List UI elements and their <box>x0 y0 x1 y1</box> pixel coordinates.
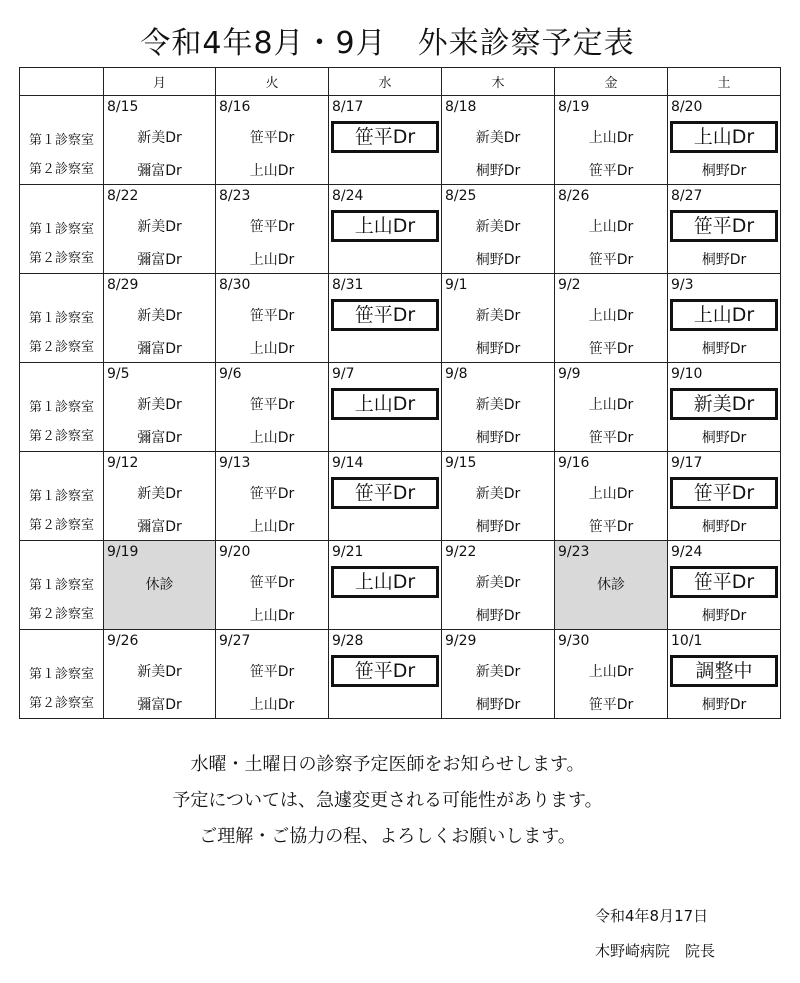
room2-doctor: 桐野Dr <box>475 519 521 535</box>
room1-doctor: 上山Dr <box>588 486 634 502</box>
day-cell <box>668 630 781 719</box>
cell-date: 8/18 <box>445 99 477 115</box>
day-header: 水 <box>329 68 442 96</box>
room2-doctor: 上山Dr <box>249 608 295 624</box>
day-cell <box>329 541 442 630</box>
day-cell <box>104 363 216 452</box>
schedule-table <box>19 67 781 719</box>
room1-doctor: 新美Dr <box>475 486 521 502</box>
room2-label: 第２診察室 <box>28 251 94 266</box>
day-cell <box>555 363 668 452</box>
room1-doctor: 新美Dr <box>475 397 521 413</box>
room2-doctor: 上山Dr <box>249 519 295 535</box>
cell-date: 9/6 <box>219 366 242 382</box>
room1-doctor: 上山Dr <box>588 664 634 680</box>
day-cell <box>329 630 442 719</box>
room1-doctor: 笹平Dr <box>249 575 295 591</box>
room-labels <box>20 274 104 363</box>
cell-date: 8/27 <box>671 188 703 204</box>
day-header: 木 <box>442 68 555 96</box>
cell-date: 8/24 <box>332 188 364 204</box>
room2-doctor: 笹平Dr <box>588 430 634 446</box>
cell-date: 9/12 <box>107 455 139 471</box>
day-cell <box>329 185 442 274</box>
notice-line: 予定については、急遽変更される可能性があります。 <box>172 790 603 811</box>
week-row <box>20 541 781 630</box>
cell-date: 9/26 <box>107 633 139 649</box>
room2-doctor: 桐野Dr <box>701 608 747 624</box>
room2-label: 第２診察室 <box>28 696 94 711</box>
room2-doctor: 桐野Dr <box>475 430 521 446</box>
day-cell <box>668 185 781 274</box>
day-cell <box>555 274 668 363</box>
room2-doctor: 桐野Dr <box>475 163 521 179</box>
room2-label: 第２診察室 <box>28 607 94 622</box>
room1-label: 第１診察室 <box>28 311 94 326</box>
weekday-header-row <box>20 68 781 96</box>
room-labels <box>20 541 104 630</box>
room1-label: 第１診察室 <box>28 400 94 415</box>
room1-label: 第１診察室 <box>28 578 94 593</box>
closed-label: 休診 <box>597 577 625 593</box>
day-cell <box>555 630 668 719</box>
day-cell <box>442 363 555 452</box>
cell-date: 9/23 <box>558 544 590 560</box>
day-cell <box>329 96 442 185</box>
signature: 木野崎病院 院長 <box>595 942 716 960</box>
cell-date: 9/14 <box>332 455 364 471</box>
day-header: 土 <box>668 68 781 96</box>
room1-doctor-highlighted: 上山Dr <box>670 299 778 331</box>
day-cell <box>555 96 668 185</box>
cell-date: 9/13 <box>219 455 251 471</box>
room2-doctor: 上山Dr <box>249 697 295 713</box>
day-cell <box>668 274 781 363</box>
day-cell <box>442 630 555 719</box>
room1-doctor: 笹平Dr <box>249 486 295 502</box>
week-row <box>20 274 781 363</box>
schedule-body <box>20 96 781 719</box>
room2-doctor: 彌富Dr <box>137 697 182 713</box>
day-cell <box>216 452 329 541</box>
day-cell <box>329 452 442 541</box>
day-cell <box>216 541 329 630</box>
room1-label: 第１診察室 <box>28 222 94 237</box>
room2-doctor: 笹平Dr <box>588 252 634 268</box>
cell-date: 9/15 <box>445 455 477 471</box>
room2-doctor: 上山Dr <box>249 163 295 179</box>
room2-doctor: 笹平Dr <box>588 163 634 179</box>
room1-doctor: 笹平Dr <box>249 664 295 680</box>
room1-doctor-highlighted: 上山Dr <box>331 210 439 242</box>
room1-doctor: 新美Dr <box>137 664 182 680</box>
cell-date: 8/29 <box>107 277 139 293</box>
room2-doctor: 笹平Dr <box>588 519 634 535</box>
cell-date: 8/20 <box>671 99 703 115</box>
room1-doctor: 笹平Dr <box>249 219 295 235</box>
cell-date: 8/16 <box>219 99 251 115</box>
room2-doctor: 上山Dr <box>249 430 295 446</box>
room1-doctor: 上山Dr <box>588 130 634 146</box>
cell-date: 9/5 <box>107 366 130 382</box>
cell-date: 9/16 <box>558 455 590 471</box>
day-cell <box>668 541 781 630</box>
cell-date: 9/22 <box>445 544 477 560</box>
room1-doctor: 新美Dr <box>137 219 182 235</box>
room1-doctor-highlighted: 調整中 <box>670 655 778 687</box>
notice-line: 水曜・土曜日の診察予定医師をお知らせします。 <box>190 754 585 775</box>
room2-doctor: 桐野Dr <box>701 519 747 535</box>
room-labels <box>20 363 104 452</box>
day-cell <box>555 452 668 541</box>
room1-doctor: 新美Dr <box>475 219 521 235</box>
day-cell <box>104 452 216 541</box>
cell-date: 8/26 <box>558 188 590 204</box>
room2-label: 第２診察室 <box>28 162 94 177</box>
room2-label: 第２診察室 <box>28 518 94 533</box>
room2-doctor: 桐野Dr <box>475 608 521 624</box>
cell-date: 9/21 <box>332 544 364 560</box>
room1-doctor: 新美Dr <box>475 308 521 324</box>
cell-date: 9/29 <box>445 633 477 649</box>
room1-doctor: 新美Dr <box>475 130 521 146</box>
cell-date: 9/8 <box>445 366 468 382</box>
room1-doctor-highlighted: 上山Dr <box>670 121 778 153</box>
room1-doctor-highlighted: 新美Dr <box>670 388 778 420</box>
room2-doctor: 桐野Dr <box>701 163 747 179</box>
cell-date: 9/2 <box>558 277 581 293</box>
cell-date: 8/22 <box>107 188 139 204</box>
day-cell <box>668 452 781 541</box>
cell-date: 9/24 <box>671 544 703 560</box>
room1-doctor: 新美Dr <box>137 486 182 502</box>
day-header: 火 <box>216 68 329 96</box>
room-labels <box>20 452 104 541</box>
room1-doctor: 新美Dr <box>475 664 521 680</box>
room1-label: 第１診察室 <box>28 489 94 504</box>
day-cell <box>442 96 555 185</box>
room2-doctor: 桐野Dr <box>701 252 747 268</box>
room1-doctor-highlighted: 笹平Dr <box>331 655 439 687</box>
closed-label: 休診 <box>145 577 174 593</box>
room2-doctor: 彌富Dr <box>137 341 182 357</box>
room2-doctor: 彌富Dr <box>137 519 182 535</box>
cell-date: 9/3 <box>671 277 694 293</box>
day-header: 金 <box>555 68 668 96</box>
room1-doctor: 上山Dr <box>588 308 634 324</box>
room1-doctor-highlighted: 笹平Dr <box>331 299 439 331</box>
room1-label: 第１診察室 <box>28 667 94 682</box>
cell-date: 8/17 <box>332 99 364 115</box>
room1-doctor-highlighted: 笹平Dr <box>670 210 778 242</box>
day-cell <box>668 363 781 452</box>
header-corner <box>20 68 104 96</box>
day-cell <box>668 96 781 185</box>
cell-date: 8/31 <box>332 277 364 293</box>
cell-date: 9/20 <box>219 544 251 560</box>
room1-doctor: 笹平Dr <box>249 397 295 413</box>
room2-doctor: 上山Dr <box>249 341 295 357</box>
room2-doctor: 笹平Dr <box>588 697 634 713</box>
room2-doctor: 桐野Dr <box>475 341 521 357</box>
day-cell <box>104 274 216 363</box>
week-row <box>20 96 781 185</box>
day-cell <box>216 274 329 363</box>
week-row <box>20 452 781 541</box>
cell-date: 8/30 <box>219 277 251 293</box>
day-cell <box>329 274 442 363</box>
cell-date: 10/1 <box>671 633 703 649</box>
day-cell <box>104 96 216 185</box>
room1-doctor-highlighted: 上山Dr <box>331 388 439 420</box>
day-cell <box>442 274 555 363</box>
room1-doctor: 新美Dr <box>137 130 182 146</box>
room1-doctor-highlighted: 笹平Dr <box>670 477 778 509</box>
room1-label: 第１診察室 <box>28 133 94 148</box>
day-cell <box>216 96 329 185</box>
room2-doctor: 彌富Dr <box>137 430 182 446</box>
room2-doctor: 桐野Dr <box>701 430 747 446</box>
notice-line: ご理解・ご協力の程、よろしくお願いします。 <box>199 826 576 847</box>
room1-doctor: 笹平Dr <box>249 308 295 324</box>
day-cell <box>442 185 555 274</box>
day-cell <box>216 630 329 719</box>
day-cell <box>555 541 668 630</box>
room-labels <box>20 96 104 185</box>
page-title: 令和4年8月・9月 外来診察予定表 <box>140 26 635 61</box>
room1-doctor-highlighted: 上山Dr <box>331 566 439 598</box>
cell-date: 9/27 <box>219 633 251 649</box>
room2-doctor: 桐野Dr <box>475 252 521 268</box>
room1-doctor: 新美Dr <box>137 397 182 413</box>
day-cell <box>216 185 329 274</box>
room1-doctor-highlighted: 笹平Dr <box>331 477 439 509</box>
room-labels <box>20 185 104 274</box>
room1-doctor: 笹平Dr <box>249 130 295 146</box>
cell-date: 8/23 <box>219 188 251 204</box>
room1-doctor-highlighted: 笹平Dr <box>331 121 439 153</box>
room2-label: 第２診察室 <box>28 340 94 355</box>
cell-date: 8/25 <box>445 188 477 204</box>
day-cell <box>216 363 329 452</box>
cell-date: 9/19 <box>107 544 139 560</box>
room1-doctor: 上山Dr <box>588 397 634 413</box>
cell-date: 9/10 <box>671 366 703 382</box>
room2-doctor: 笹平Dr <box>588 341 634 357</box>
cell-date: 9/28 <box>332 633 364 649</box>
day-cell <box>329 363 442 452</box>
issue-date: 令和4年8月17日 <box>595 907 709 925</box>
room2-doctor: 桐野Dr <box>701 697 747 713</box>
room2-doctor: 彌富Dr <box>137 252 182 268</box>
day-cell <box>104 541 216 630</box>
cell-date: 9/30 <box>558 633 590 649</box>
room1-doctor-highlighted: 笹平Dr <box>670 566 778 598</box>
cell-date: 9/1 <box>445 277 468 293</box>
room1-doctor: 上山Dr <box>588 219 634 235</box>
room2-doctor: 彌富Dr <box>137 163 182 179</box>
day-cell <box>104 630 216 719</box>
room2-doctor: 上山Dr <box>249 252 295 268</box>
cell-date: 8/15 <box>107 99 139 115</box>
day-cell <box>442 541 555 630</box>
day-header: 月 <box>104 68 216 96</box>
room1-doctor: 新美Dr <box>137 308 182 324</box>
week-row <box>20 630 781 719</box>
room1-doctor: 新美Dr <box>475 575 521 591</box>
room2-doctor: 桐野Dr <box>475 697 521 713</box>
cell-date: 9/7 <box>332 366 355 382</box>
room-labels <box>20 630 104 719</box>
week-row <box>20 363 781 452</box>
day-cell <box>442 452 555 541</box>
room2-label: 第２診察室 <box>28 429 94 444</box>
cell-date: 9/9 <box>558 366 581 382</box>
cell-date: 8/19 <box>558 99 590 115</box>
room2-doctor: 桐野Dr <box>701 341 747 357</box>
cell-date: 9/17 <box>671 455 703 471</box>
day-cell <box>104 185 216 274</box>
day-cell <box>555 185 668 274</box>
week-row <box>20 185 781 274</box>
